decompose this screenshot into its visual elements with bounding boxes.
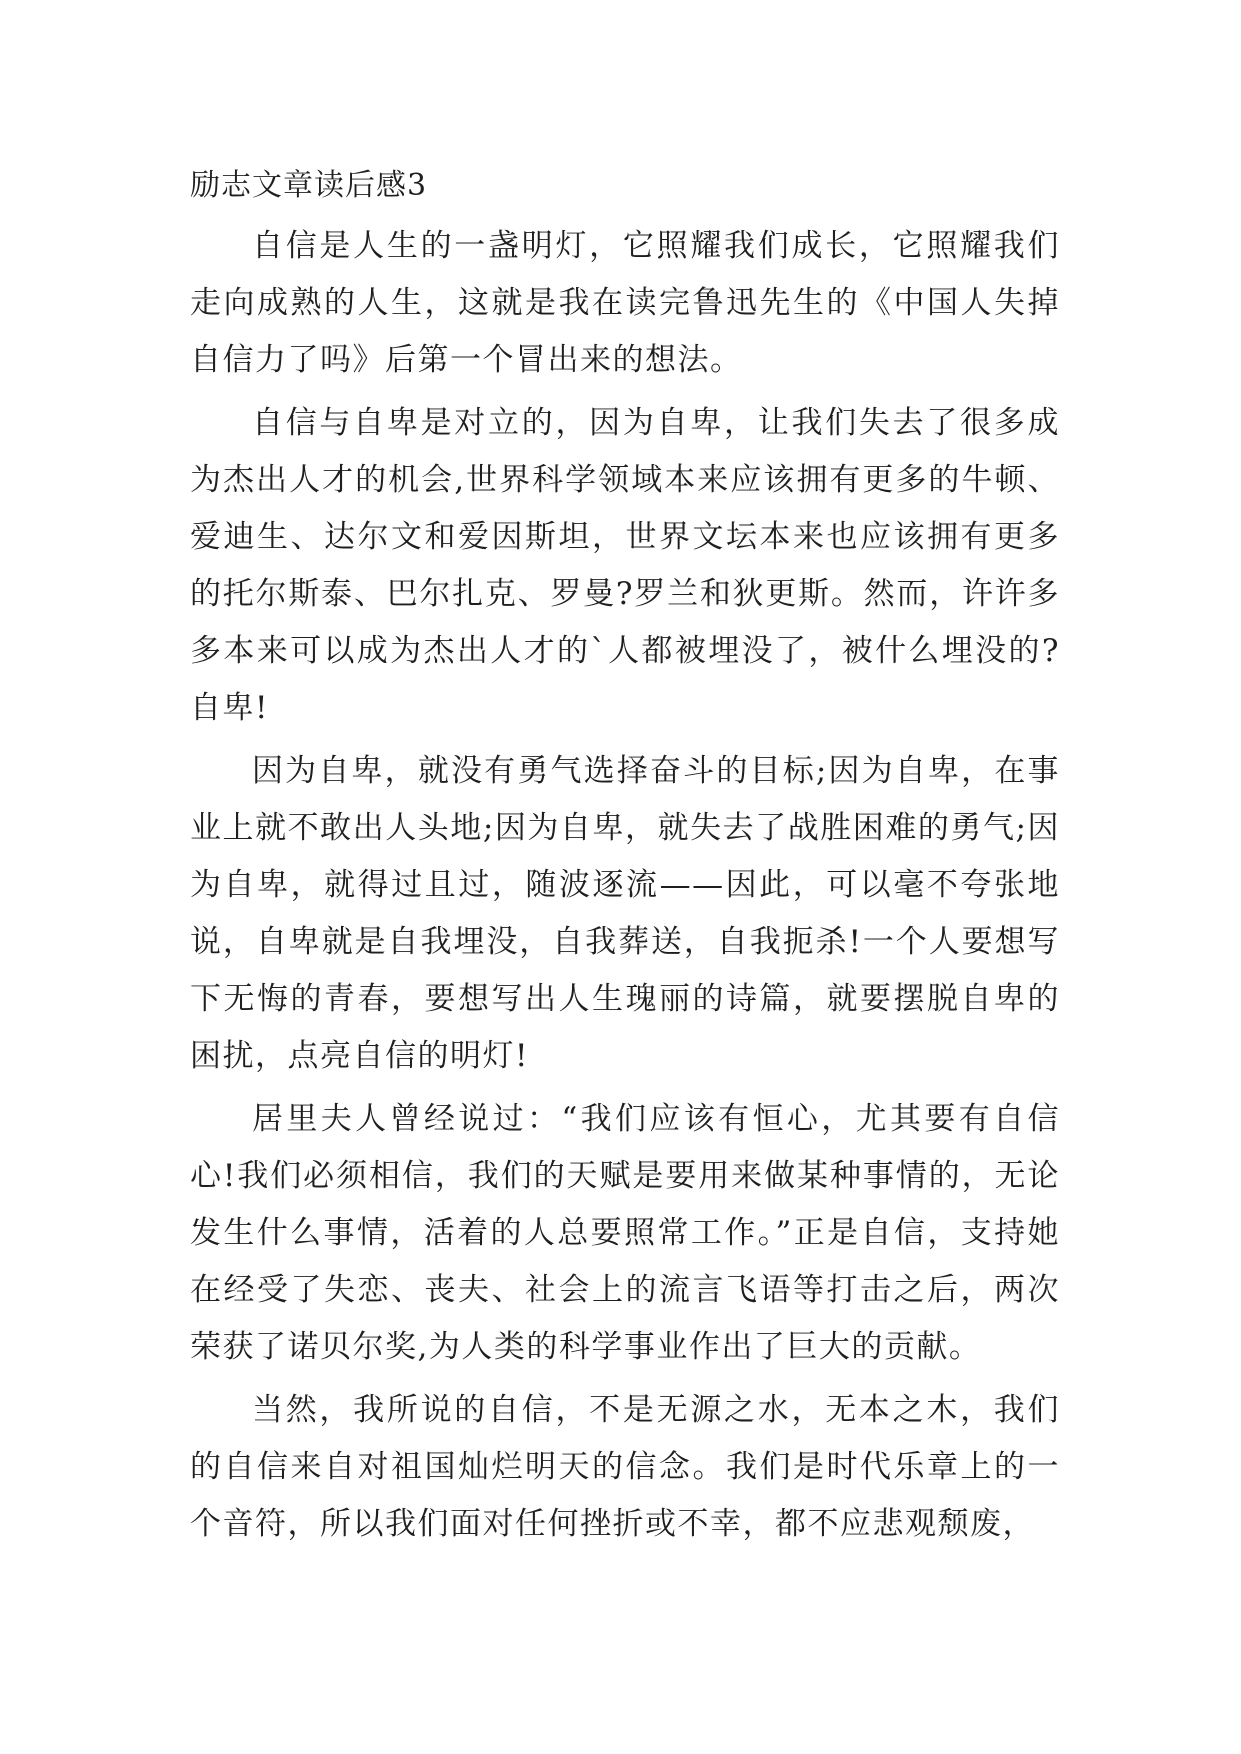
paragraph-1: 自信是人生的一盏明灯，它照耀我们成长，它照耀我们走向成熟的人生，这就是我在读完鲁迅先生的《中国人失掉自信力了吗》后第一个冒出来的想法。 xyxy=(190,228,1060,378)
paragraph-5: 当然，我所说的自信，不是无源之水，无本之木，我们的自信来自对祖国灿烂明天的信念。我们是时代乐章上的一个音符，所以我们面对任何挫折或不幸，都不应悲观颓废， xyxy=(190,1392,1060,1542)
paragraph-4: 居里夫人曾经说过：“我们应该有恒心，尤其要有自信心!我们必须相信，我们的天赋是要用来做某种事情的，无论发生什么事情，活着的人总要照常工作。”正是自信，支持她在经受了失恋、丧夫、社会上的流言飞语等打击之后，两次荣获了诺贝尔奖,为人类的科学事业作出了巨大的贡献。 xyxy=(190,1101,1060,1365)
paragraph-2: 自信与自卑是对立的，因为自卑，让我们失去了很多成为杰出人才的机会,世界科学领域本来应该拥有更多的牛顿、爱迪生、达尔文和爱因斯坦，世界文坛本来也应该拥有更多的托尔斯泰、巴尔扎克、罗曼?罗兰和狄更斯。然而，许许多多本来可以成为杰出人才的`人都被埋没了，被什么埋没的?自卑! xyxy=(190,405,1060,726)
paragraph-3: 因为自卑，就没有勇气选择奋斗的目标;因为自卑，在事业上就不敢出人头地;因为自卑，就失去了战胜困难的勇气;因为自卑，就得过且过，随波逐流——因此，可以毫不夸张地说，自卑就是自我埋没，自我葬送，自我扼杀!一个人要想写下无悔的青春，要想写出人生瑰丽的诗篇，就要摆脱自卑的困扰，点亮自信的明灯! xyxy=(190,753,1060,1074)
document-body xyxy=(190,160,1060,1553)
document-title: 励志文章读后感3 xyxy=(190,168,428,203)
